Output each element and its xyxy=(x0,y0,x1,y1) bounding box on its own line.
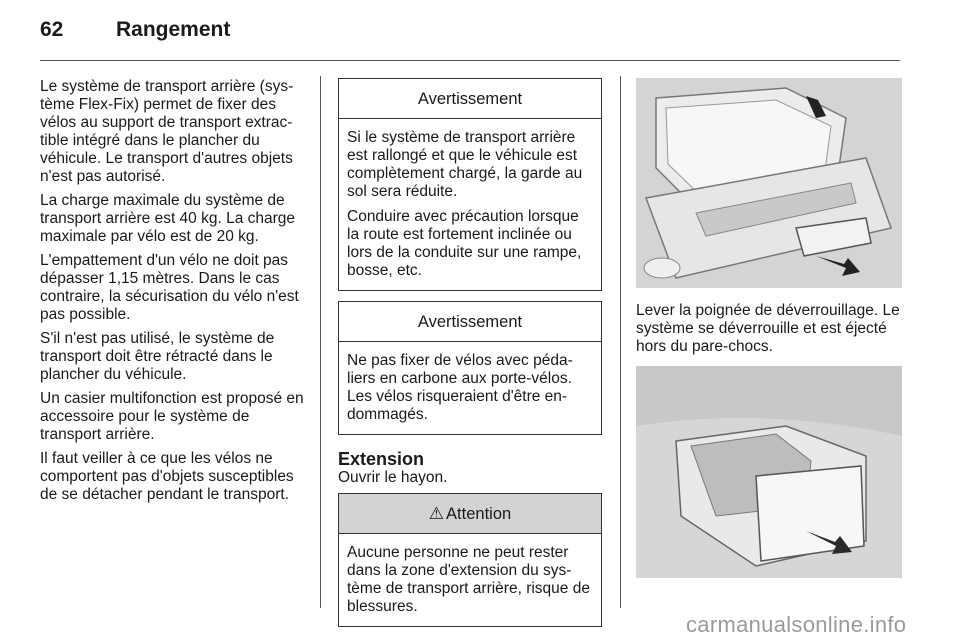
body-paragraph: Le système de transport arrière (système Flex-Fix) permet de fixer des vélos au support de transport extractible intégré dans le plancher du véhicule. Le transport d'autres objets n'est pas autorisé. xyxy=(40,78,294,185)
carrier-drawing xyxy=(636,366,902,578)
body-paragraph: La charge maximale du système de transport arrière est 40 kg. La charge maximale par vélo est de 20 kg. xyxy=(40,192,296,245)
page-number: 62 xyxy=(40,18,64,41)
body-paragraph: Un casier multifonction est proposé en accessoire pour le système de transport arrière. xyxy=(40,390,304,443)
trunk-drawing xyxy=(636,78,902,288)
attention-title-bar xyxy=(339,494,601,534)
section-heading: Extension xyxy=(338,449,425,469)
attention-title: Attention xyxy=(446,505,512,523)
warning-box xyxy=(338,301,602,435)
section-lead: Ouvrir le hayon. xyxy=(338,469,448,486)
page-title: Rangement xyxy=(116,18,231,41)
trunk-illustration xyxy=(636,78,902,288)
column-divider xyxy=(320,76,321,608)
warning-title: Avertissement xyxy=(339,79,601,119)
warning-box xyxy=(338,78,602,291)
warning-text: Conduire avec précaution lorsque la route est fortement inclinée ou lors de la conduite sur une rampe, bosse, etc. xyxy=(347,208,582,279)
header-rule xyxy=(40,60,900,61)
column-left xyxy=(40,78,308,510)
watermark: carmanualsonline.info xyxy=(686,612,907,637)
warning-title: Avertissement xyxy=(339,302,601,342)
page-header xyxy=(40,18,920,62)
body-paragraph: S'il n'est pas utilisé, le système de transport doit être rétracté dans le plancher du véhicule. xyxy=(40,330,275,383)
body-paragraph: Il faut veiller à ce que les vélos ne comportent pas d'objets susceptibles de se détacher pendant le transport. xyxy=(40,450,294,503)
attention-text: Aucune personne ne peut rester dans la zone d'extension du système de transport arrière, risque de blessures. xyxy=(347,544,590,615)
column-middle xyxy=(338,78,602,637)
warning-text: Ne pas fixer de vélos avec pédaliers en carbone aux porte-vélos. Les vélos risqueraient d'être endommagés. xyxy=(347,352,573,423)
warning-text: Si le système de transport arrière est rallongé et que le véhicule est complètement chargé, la garde au sol sera réduite. xyxy=(347,129,583,200)
column-right xyxy=(636,78,902,578)
figure-caption: Lever la poignée de déverrouillage. Le système se déverrouille et est éjecté hors du pare-chocs. xyxy=(636,302,900,355)
body-paragraph: L'empattement d'un vélo ne doit pas dépasser 1,15 mètres. Dans le cas contraire, la sécurisation du vélo n'est pas possible. xyxy=(40,252,299,323)
attention-box xyxy=(338,493,602,627)
warning-triangle-icon: ⚠ xyxy=(428,504,445,523)
column-divider xyxy=(620,76,621,608)
carrier-illustration xyxy=(636,366,902,578)
